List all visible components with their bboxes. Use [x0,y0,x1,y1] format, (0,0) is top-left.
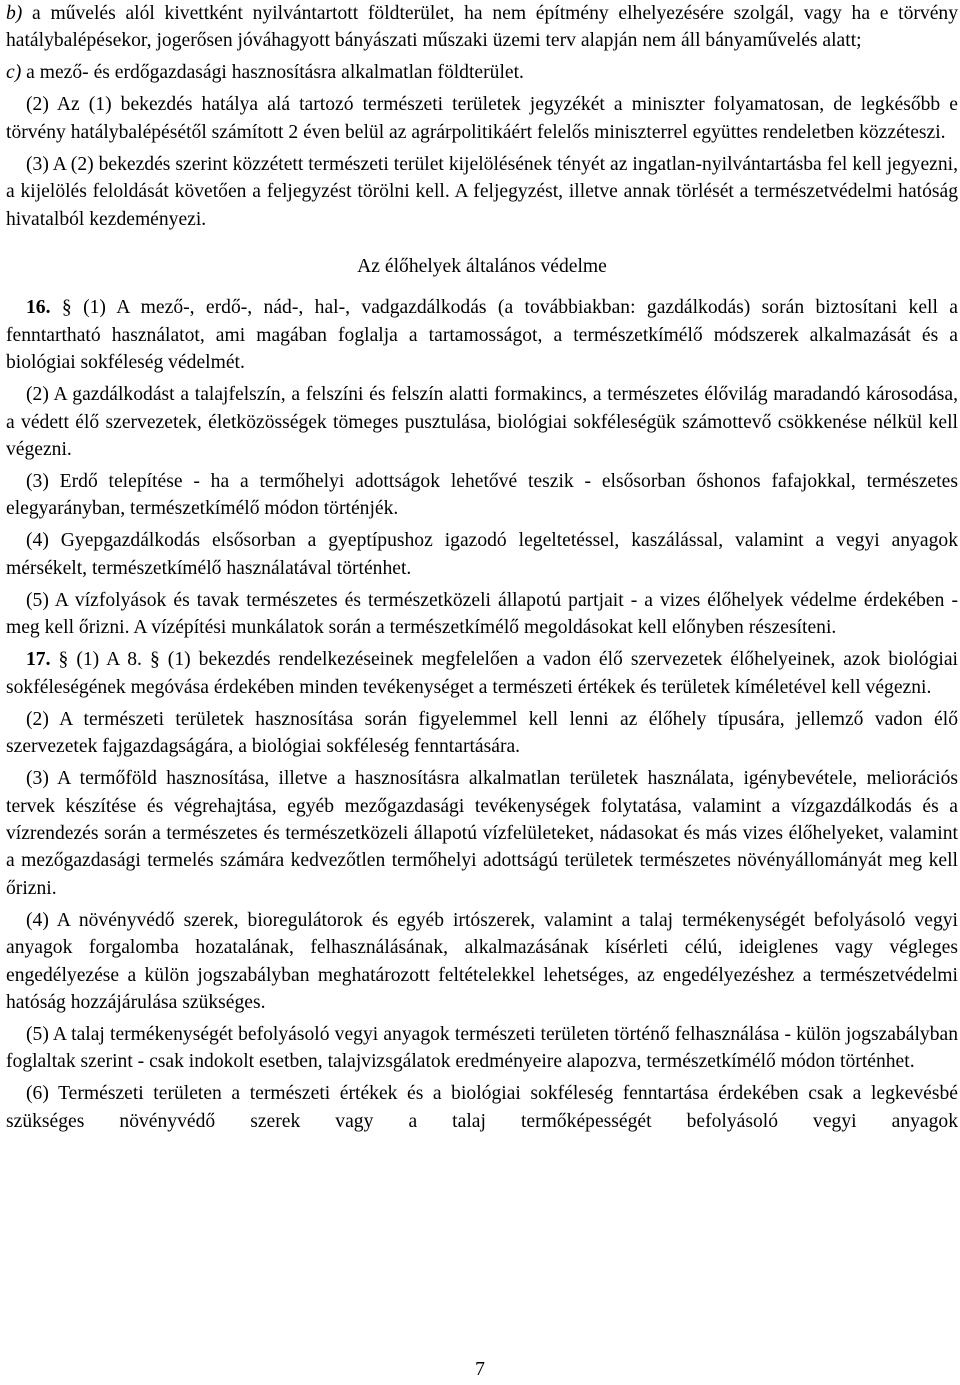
paragraph-text: a mező- és erdőgazdasági hasznosításra alkalmatlan földterület. [21,62,524,84]
section-number-17: 17. [26,649,51,671]
paragraph-17-3: (3) A termőföld hasznosítása, illetve a hasznosításra alkalmatlan területek használata, igénybevétele, meliorációs tervek készítése és végrehajtása, egyéb mezőgazdasági tevékenységek folytatása, valamint a vízgazdálkodás és a vízrendezés során a természetes és természetközeli állapotú vízfelületeket, nádasokat és más vizes élőhelyeket, valamint a mezőgazdasági termelés számára kedvezőtlen termőhelyi adottságú területek természetes növényállományát meg kell őrizni. [6,768,958,899]
section-number-16: 16. [26,297,51,319]
paragraph-text: § (1) A 8. § (1) bekezdés rendelkezéseinek megfelelően a vadon élő szervezetek élőhelyeinek, azok biológiai sokféleségének megóvása érdekében minden tevékenységet a természeti értékek és területek kíméletével kell végezni. [6,649,958,698]
section-heading: Az élőhelyek általános védelme [357,256,607,278]
item-letter-c: c) [6,62,22,84]
paragraph-item-c [6,59,958,86]
paragraph-17-1 [6,646,958,701]
document-page [6,0,958,1140]
paragraph-17-5: (5) A talaj termékenységét befolyásoló vegyi anyagok természeti területen történő felhasználása - külön jogszabályban foglaltak szerint - csak indokolt esetben, talajvizsgálatok eredményeire alapozva, természetkímélő módon történhet. [6,1023,958,1073]
paragraph-text: a művelés alól kivettként nyilvántartott földterület, ha nem építmény elhelyezésére szolgál, vagy ha e törvény hatálybalépésekor, jogerősen jóváhagyott bányászati műszaki üzemi terv alapján nem áll bányaművelés alatt; [6,3,958,52]
paragraph-16-1 [6,294,958,376]
paragraph-16-3: (3) Erdő telepítése - ha a termőhelyi adottságok lehetővé teszik - elsősorban őshonos fafajokkal, természetes elegyarányban, természetkímélő módon történjék. [6,471,958,520]
paragraph-16-4: (4) Gyepgazdálkodás elsősorban a gyeptípushoz igazodó legeltetéssel, kaszálással, valamint a vegyi anyagok mérsékelt, természetkímélő használatával történhet. [6,530,958,579]
paragraph-15-2: (2) Az (1) bekezdés hatálya alá tartozó természeti területek jegyzékét a miniszter folyamatosan, de legkésőbb e törvény hatálybalépésétől számított 2 éven belül az agrárpolitikáért felelős miniszterrel együttes rendeletben közzéteszi. [6,94,958,143]
paragraph-16-2: (2) A gazdálkodást a talajfelszín, a felszíni és felszín alatti formakincs, a természetes élővilág maradandó károsodása, a védett élő szervezetek, életközösségek tömeges pusztulása, biológiai sokféleségük számottevő csökkenése nélkül kell végezni. [6,384,958,461]
paragraph-item-b [6,0,958,55]
paragraph-17-4: (4) A növényvédő szerek, bioregulátorok és egyéb irtószerek, valamint a talaj termékenységét befolyásoló vegyi anyagok forgalomba hozatalának, felhasználásának, alkalmazásának kísérleti célú, ideiglenes vagy végleges engedélyezése a külön jogszabályban meghatározott feltételekkel lehetséges, az engedélyezéshez a természetvédelmi hatóság hozzájárulása szükséges. [6,909,958,1013]
paragraph-text: § (1) A mező-, erdő-, nád-, hal-, vadgazdálkodás (a továbbiakban: gazdálkodás) során biztosítani kell a fenntartható használatot, ami magában foglalja a tartamosságot, a természetkímélő módszerek alkalmazását és a biológiai sokféleség védelmét. [6,297,958,374]
paragraph-17-2: (2) A természeti területek hasznosítása során figyelemmel kell lenni az élőhely típusára, jellemző vadon élő szervezetek fajgazdagságára, a biológiai sokféleség fenntartására. [6,708,958,758]
paragraph-15-3: (3) A (2) bekezdés szerint közzétett természeti terület kijelölésének tényét az ingatlan-nyilvántartásba fel kell jegyezni, a kijelölés feloldását követően a feljegyzést törölni kell. A feljegyzést, illetve annak törlését a természetvédelmi hatóság hivatalból kezdeményezi. [6,153,958,230]
paragraph-16-5: (5) A vízfolyások és tavak természetes és természetközeli állapotú partjait - a vizes élőhelyek védelme érdekében - meg kell őrizni. A vízépítési munkálatok során a természetkímélő megoldásokat kell előnyben részesíteni. [6,589,958,639]
paragraph-17-6: (6) Természeti területen a természeti értékek és a biológiai sokféleség fenntartása érdekében csak a legkevésbé szükséges növényvédő szerek vagy a talaj termőképességét befolyásoló vegyi anyagok [6,1083,958,1132]
item-letter-b: b) [6,3,23,24]
page-number: 7 [475,1359,485,1380]
